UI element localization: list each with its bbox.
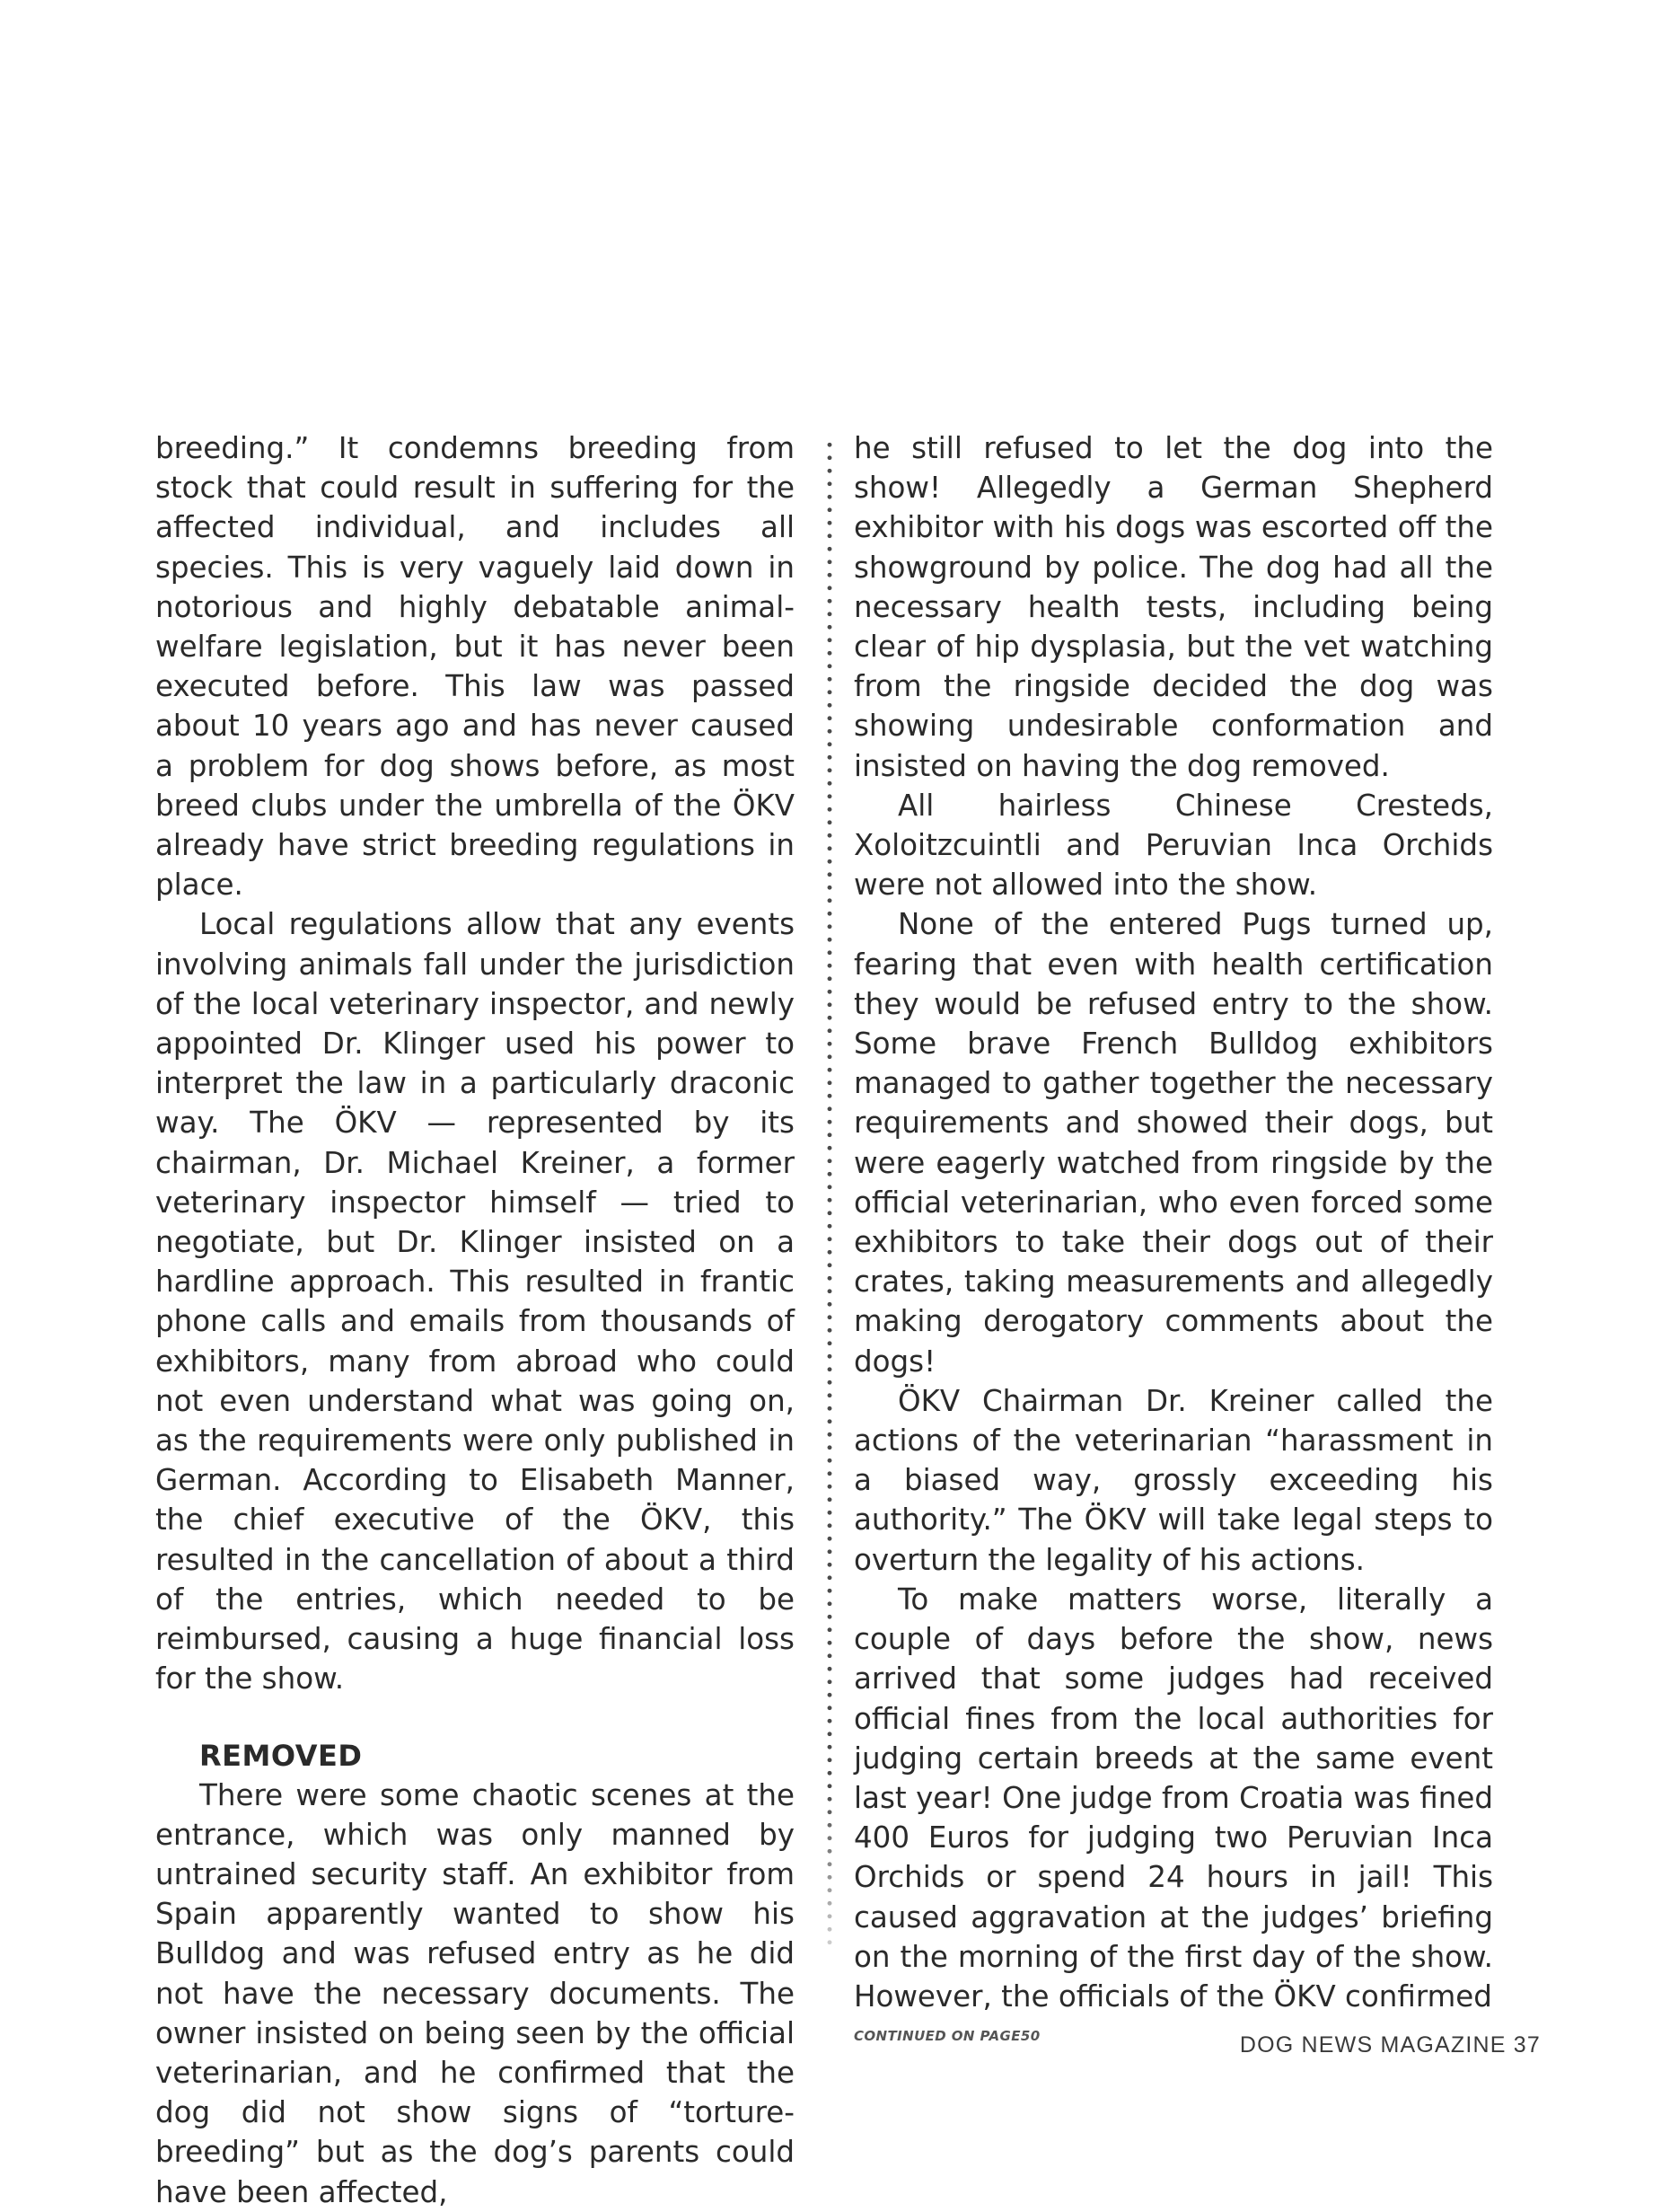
page-footer: DOG NEWS MAGAZINE 37 xyxy=(1239,2032,1541,2058)
left-column xyxy=(155,428,795,2212)
dotted-column-divider xyxy=(827,438,832,1947)
paragraph: There were some chaotic scenes at the entrance, which was only manned by untrained security staff. An exhibitor from Spain apparently wanted to show his Bulldog and was refused entry as he did not have the necessary documents. The owner insisted on being seen by the official veterinarian, and he confirmed that the dog did not show signs of “torture-breeding” but as the dog’s parents could have been affected, xyxy=(155,1777,795,2209)
paragraph: Local regulations allow that any events involving animals fall under the jurisdiction of the local veterinary inspector, and newly appointed Dr. Klinger used his power to interpret the law in a particularly draconic way. The ÖKV — represented by its chairman, Dr. Michael Kreiner, a former veterinary inspector himself — tried to negotiate, but Dr. Klinger insisted on a hardline approach. This resulted in frantic phone calls and emails from thousands of exhibitors, many from abroad who could not even understand what was going on, as the requirements were only published in German. According to Elisabeth Manner, the chief executive of the ÖKV, this resulted in the cancellation of about a third of the entries, which needed to be reimbursed, causing a huge financial loss for the show. xyxy=(155,907,795,1696)
paragraph: None of the entered Pugs turned up, fearing that even with health certification they would be refused entry to the show. Some brave French Bulldog exhibitors managed to gather together the necessary requirements and showed their dogs, but were eagerly watched from ringside by the official veterinarian, who even forced some exhibitors to take their dogs out of their crates, taking measurements and allegedly making derogatory comments about the dogs! xyxy=(854,907,1493,1379)
paragraph: he still refused to let the dog into the show! Allegedly a German Shepherd exhibitor with his dogs was escorted off the showground by police. The dog had all the necessary health tests, including being clear of hip dysplasia, but the vet watching from the ringside decided the dog was showing undesirable conformation and insisted on having the dog removed. xyxy=(854,431,1493,783)
paragraph: All hairless Chinese Cresteds, Xoloitzcuintli and Peruvian Inca Orchids were not allowed into the show. xyxy=(854,788,1493,903)
paragraph: breeding.” It condemns breeding from stock that could result in suffering for the affected individual, and includes all species. This is very vaguely laid down in notorious and highly debatable animal-welfare legislation, but it has never been executed before. This law was passed about 10 years ago and has never caused a problem for dog shows before, as most breed clubs under the umbrella of the ÖKV already have strict breeding regulations in place. xyxy=(155,431,795,903)
section-subheading: REMOVED xyxy=(199,1738,363,1773)
right-column xyxy=(854,428,1493,2045)
paragraph: To make matters worse, literally a couple of days before the show, news arrived that some judges had received official fines from the local authorities for judging certain breeds at the same event last year! One judge from Croatia was fined 400 Euros for judging two Peruvian Inca Orchids or spend 24 hours in jail! This caused aggravation at the judges’ briefing on the morning of the first day of the show. However, the officials of the ÖKV confirmed xyxy=(854,1582,1493,2014)
divider-fade xyxy=(827,1787,832,1949)
paragraph: ÖKV Chairman Dr. Kreiner called the actions of the veterinarian “harassment in a biased way, grossly exceeding his authority.” The ÖKV will take legal steps to overturn the legality of his actions. xyxy=(854,1383,1493,1577)
continued-note: CONTINUED ON PAGE50 xyxy=(854,2028,1041,2045)
